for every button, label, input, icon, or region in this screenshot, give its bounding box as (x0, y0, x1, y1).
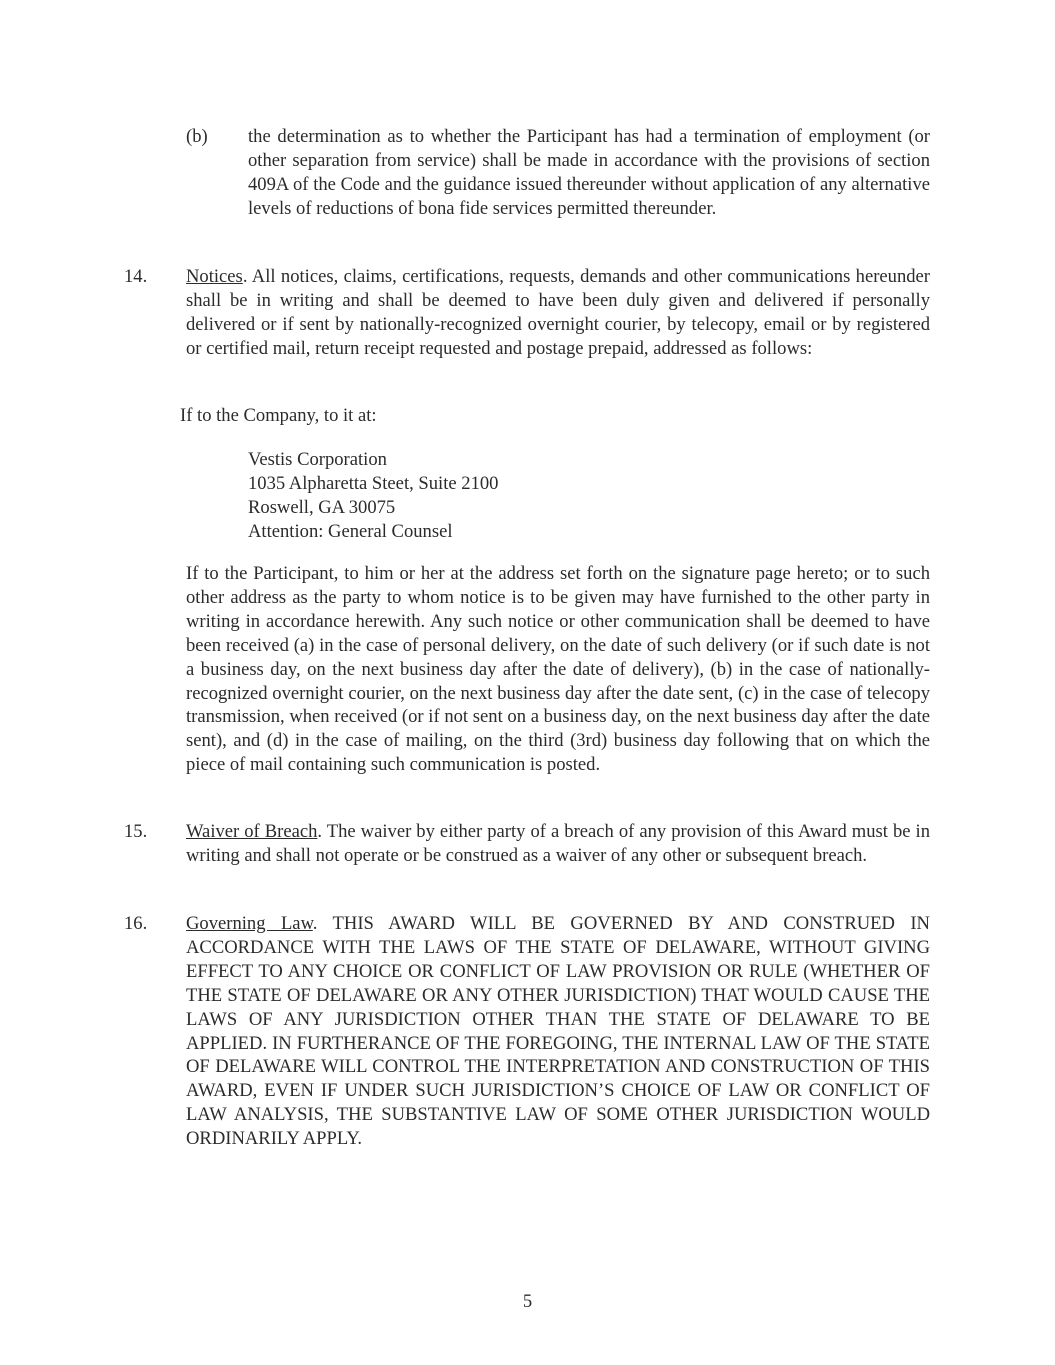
address-line-1: Vestis Corporation (248, 449, 387, 470)
item-b-text: the determination as to whether the Participant has had a termination of employment (or other separation from service) shall be made in accordance with the provisions of section 409A of the Code and the guidance issued thereunder without application of any alternative levels of reductions of bona fide services permitted thereunder. (248, 126, 930, 219)
item-b-label: (b) (186, 126, 208, 147)
section-15-text: . The waiver by either party of a breach of any provision of this Award must be in writing and shall not operate or be construed as a waiver of any other or subsequent breach. (186, 821, 930, 866)
address-line-4: Attention: General Counsel (248, 520, 453, 542)
section-15-number: 15. (124, 821, 148, 842)
company-intro: If to the Company, to it at: (180, 405, 377, 426)
section-16-heading: Governing Law (186, 913, 313, 934)
section-16-number: 16. (124, 913, 148, 934)
section-16-text: . THIS AWARD WILL BE GOVERNED BY AND CONSTRUED IN ACCORDANCE WITH THE LAWS OF THE STATE OF DELAWARE, WITHOUT GIVING EFFECT TO ANY CHOICE OR CONFLICT OF LAW PROVISION OR RULE (WHETHER OF THE STATE OF DELAWARE OR ANY OTHER JURISDICTION) THAT WOULD CAUSE THE LAWS OF ANY JURISDICTION OTHER THAN THE STATE OF DELAWARE TO BE APPLIED. IN FURTHERANCE OF THE FOREGOING, THE INTERNAL LAW OF THE STATE OF DELAWARE WILL CONTROL THE INTERPRETATION AND CONSTRUCTION OF THIS AWARD, EVEN IF UNDER SUCH JURISDICTION’S CHOICE OF LAW OR CONFLICT OF LAW ANALYSIS, THE SUBSTANTIVE LAW OF SOME OTHER JURISDICTION WOULD ORDINARILY APPLY. (186, 913, 930, 1150)
address-line-3: Roswell, GA 30075 (248, 496, 396, 518)
section-14-text: . All notices, claims, certifications, requests, demands and other communications hereunder shall be in writing and shall be deemed to have been duly given and delivered if personally delivered or if sent by nationally-recognized overnight courier, by telecopy, email or by registered or certified mail, return receipt requested and postage prepaid, addressed as follows: (186, 266, 930, 359)
address-line-2: 1035 Alpharetta Steet, Suite 2100 (248, 472, 499, 494)
section-14-number: 14. (124, 266, 148, 287)
section-14-paragraph (186, 265, 930, 361)
section-14-heading: Notices (186, 266, 243, 287)
section-15-paragraph (186, 820, 930, 868)
section-15-heading: Waiver of Breach (186, 821, 318, 842)
page-number: 5 (522, 1291, 533, 1312)
section-16-paragraph (186, 912, 930, 1151)
participant-paragraph: If to the Participant, to him or her at the address set forth on the signature page hereto; or to such other address as the party to whom notice is to be given may have furnished to the other party in writing in accordance herewith. Any such notice or other communication shall be deemed to have been received (a) in the case of personal delivery, on the date of such delivery (or if such date is not a business day, on the next business day after the date of delivery), (b) in the case of nationally-recognized overnight courier, on the next business day after the date sent, (c) in the case of telecopy transmission, when received (or if not sent on a business day, on the next business day after the date sent), and (d) in the case of mailing, on the third (3rd) business day following that on which the piece of mail containing such communication is posted. (186, 563, 930, 776)
company-address (248, 448, 498, 544)
